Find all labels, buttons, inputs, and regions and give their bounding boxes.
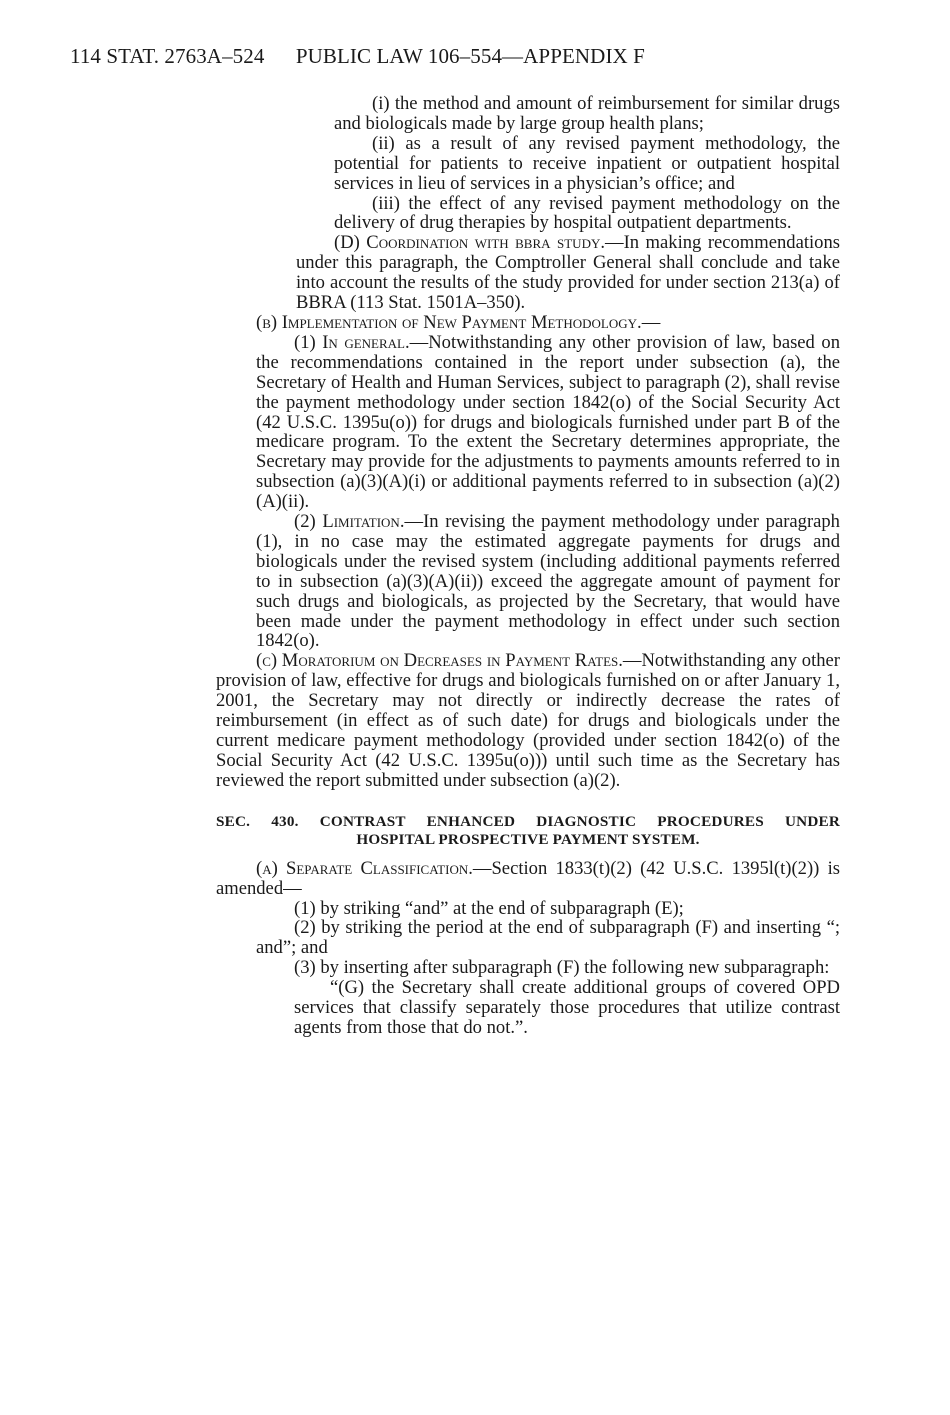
paragraph-b1-heading: (1) In general. bbox=[294, 331, 410, 353]
section-430-heading-line1: SEC. 430. CONTRAST ENHANCED DIAGNOSTIC PROCEDURES UNDER bbox=[216, 812, 840, 830]
paragraph-b2 bbox=[216, 512, 840, 651]
paragraph-b1-text: —Notwithstanding any other provision of law, based on the recommendations contained in the report under subsection (a), the Secretary of Health and Human Services, subject to paragraph (2), shall revise the payment methodology under section 1842(o) of the Social Security Act (42 U.S.C. 1395u(o)) for drugs and biologicals furnished under part B of the medicare program. To the extent the Secretary determines appropriate, the Secretary may provide for the adjustments to payments amounts referred to in subsection (a)(3)(A)(i) or additional payments referred to in subsection (a)(2)(A)(ii). bbox=[256, 331, 840, 513]
subparagraph-d bbox=[216, 233, 840, 313]
subsection-b-dash: — bbox=[641, 311, 661, 333]
subparagraph-d-text: —In making recommendations under this paragraph, the Comptroller General shall conclude and take into account the results of the study provided for under section 213(a) of BBRA (113 Stat. 1501A–350). bbox=[296, 232, 840, 314]
clause-ii: (ii) as a result of any revised payment methodology, the potential for patients to receive inpatient or outpatient hospital services in lieu of services in a physician’s office; and bbox=[334, 132, 840, 194]
section-430-heading-line2: HOSPITAL PROSPECTIVE PAYMENT SYSTEM. bbox=[356, 830, 700, 848]
section-430-subsection-a-heading: (a) Separate Classification. bbox=[256, 857, 473, 879]
section-430-heading bbox=[216, 813, 840, 849]
subparagraph-d-heading: (D) Coordination with bbra study. bbox=[334, 232, 605, 254]
clause-i: (i) the method and amount of reimbursement for similar drugs and biologicals made by large group health plans; bbox=[334, 93, 840, 134]
section-430-subsection-a bbox=[216, 859, 840, 899]
clause-iii: (iii) the effect of any revised payment methodology on the delivery of drug therapies by hospital outpatient departments. bbox=[334, 192, 840, 234]
subsection-b-heading bbox=[216, 313, 840, 333]
paragraph-b1 bbox=[216, 333, 840, 512]
statute-citation: 114 STAT. 2763A–524 bbox=[70, 44, 265, 68]
paragraph-b2-heading: (2) Limitation. bbox=[294, 511, 405, 533]
subsection-b-title: (b) Implementation of New Payment Methodology. bbox=[256, 311, 642, 333]
quoted-subparagraph-g: “(G) the Secretary shall create additional groups of covered OPD services that classify separately those procedures that utilize contrast agents from those that do not.”. bbox=[294, 977, 840, 1038]
amendment-item-2: (2) by striking the period at the end of subparagraph (F) and inserting “; and”; and bbox=[256, 917, 840, 959]
section-430-subsection-a-text: —Section 1833(t)(2) (42 U.S.C. 1395l(t)(2)) is amended— bbox=[216, 857, 840, 899]
amendment-item-3: (3) by inserting after subparagraph (F) the following new subparagraph: bbox=[294, 957, 830, 979]
page-header bbox=[70, 44, 870, 69]
document-body bbox=[216, 94, 840, 1038]
paragraph-b2-text: —In revising the payment methodology under paragraph (1), in no case may the estimated aggregate payments for drugs and biologicals under the revised system (including additional payments referred to in subsection (a)(3)(A)(ii)) exceed the aggregate amount of payment for such drugs and biologicals, as projected by the Secretary, that would have been made under the payment methodology in effect under such section 1842(o). bbox=[256, 511, 840, 652]
public-law-title: PUBLIC LAW 106–554—APPENDIX F bbox=[295, 44, 645, 68]
subsection-c-text: —Notwithstanding any other provision of law, effective for drugs and biologicals furnished on or after January 1, 2001, the Secretary may not directly or indirectly decrease the rates of reimbursement (in effect as of such date) for drugs and biologicals under the current medicare payment methodology (provided under section 1842(o) of the Social Security Act (42 U.S.C. 1395u(o))) until such time as the Secretary has reviewed the report submitted under subsection (a)(2). bbox=[216, 650, 840, 791]
subsection-c bbox=[216, 651, 840, 790]
subsection-c-heading: (c) Moratorium on Decreases in Payment Rates. bbox=[256, 650, 623, 672]
amendment-item-1: (1) by striking “and” at the end of subparagraph (E); bbox=[294, 897, 684, 919]
